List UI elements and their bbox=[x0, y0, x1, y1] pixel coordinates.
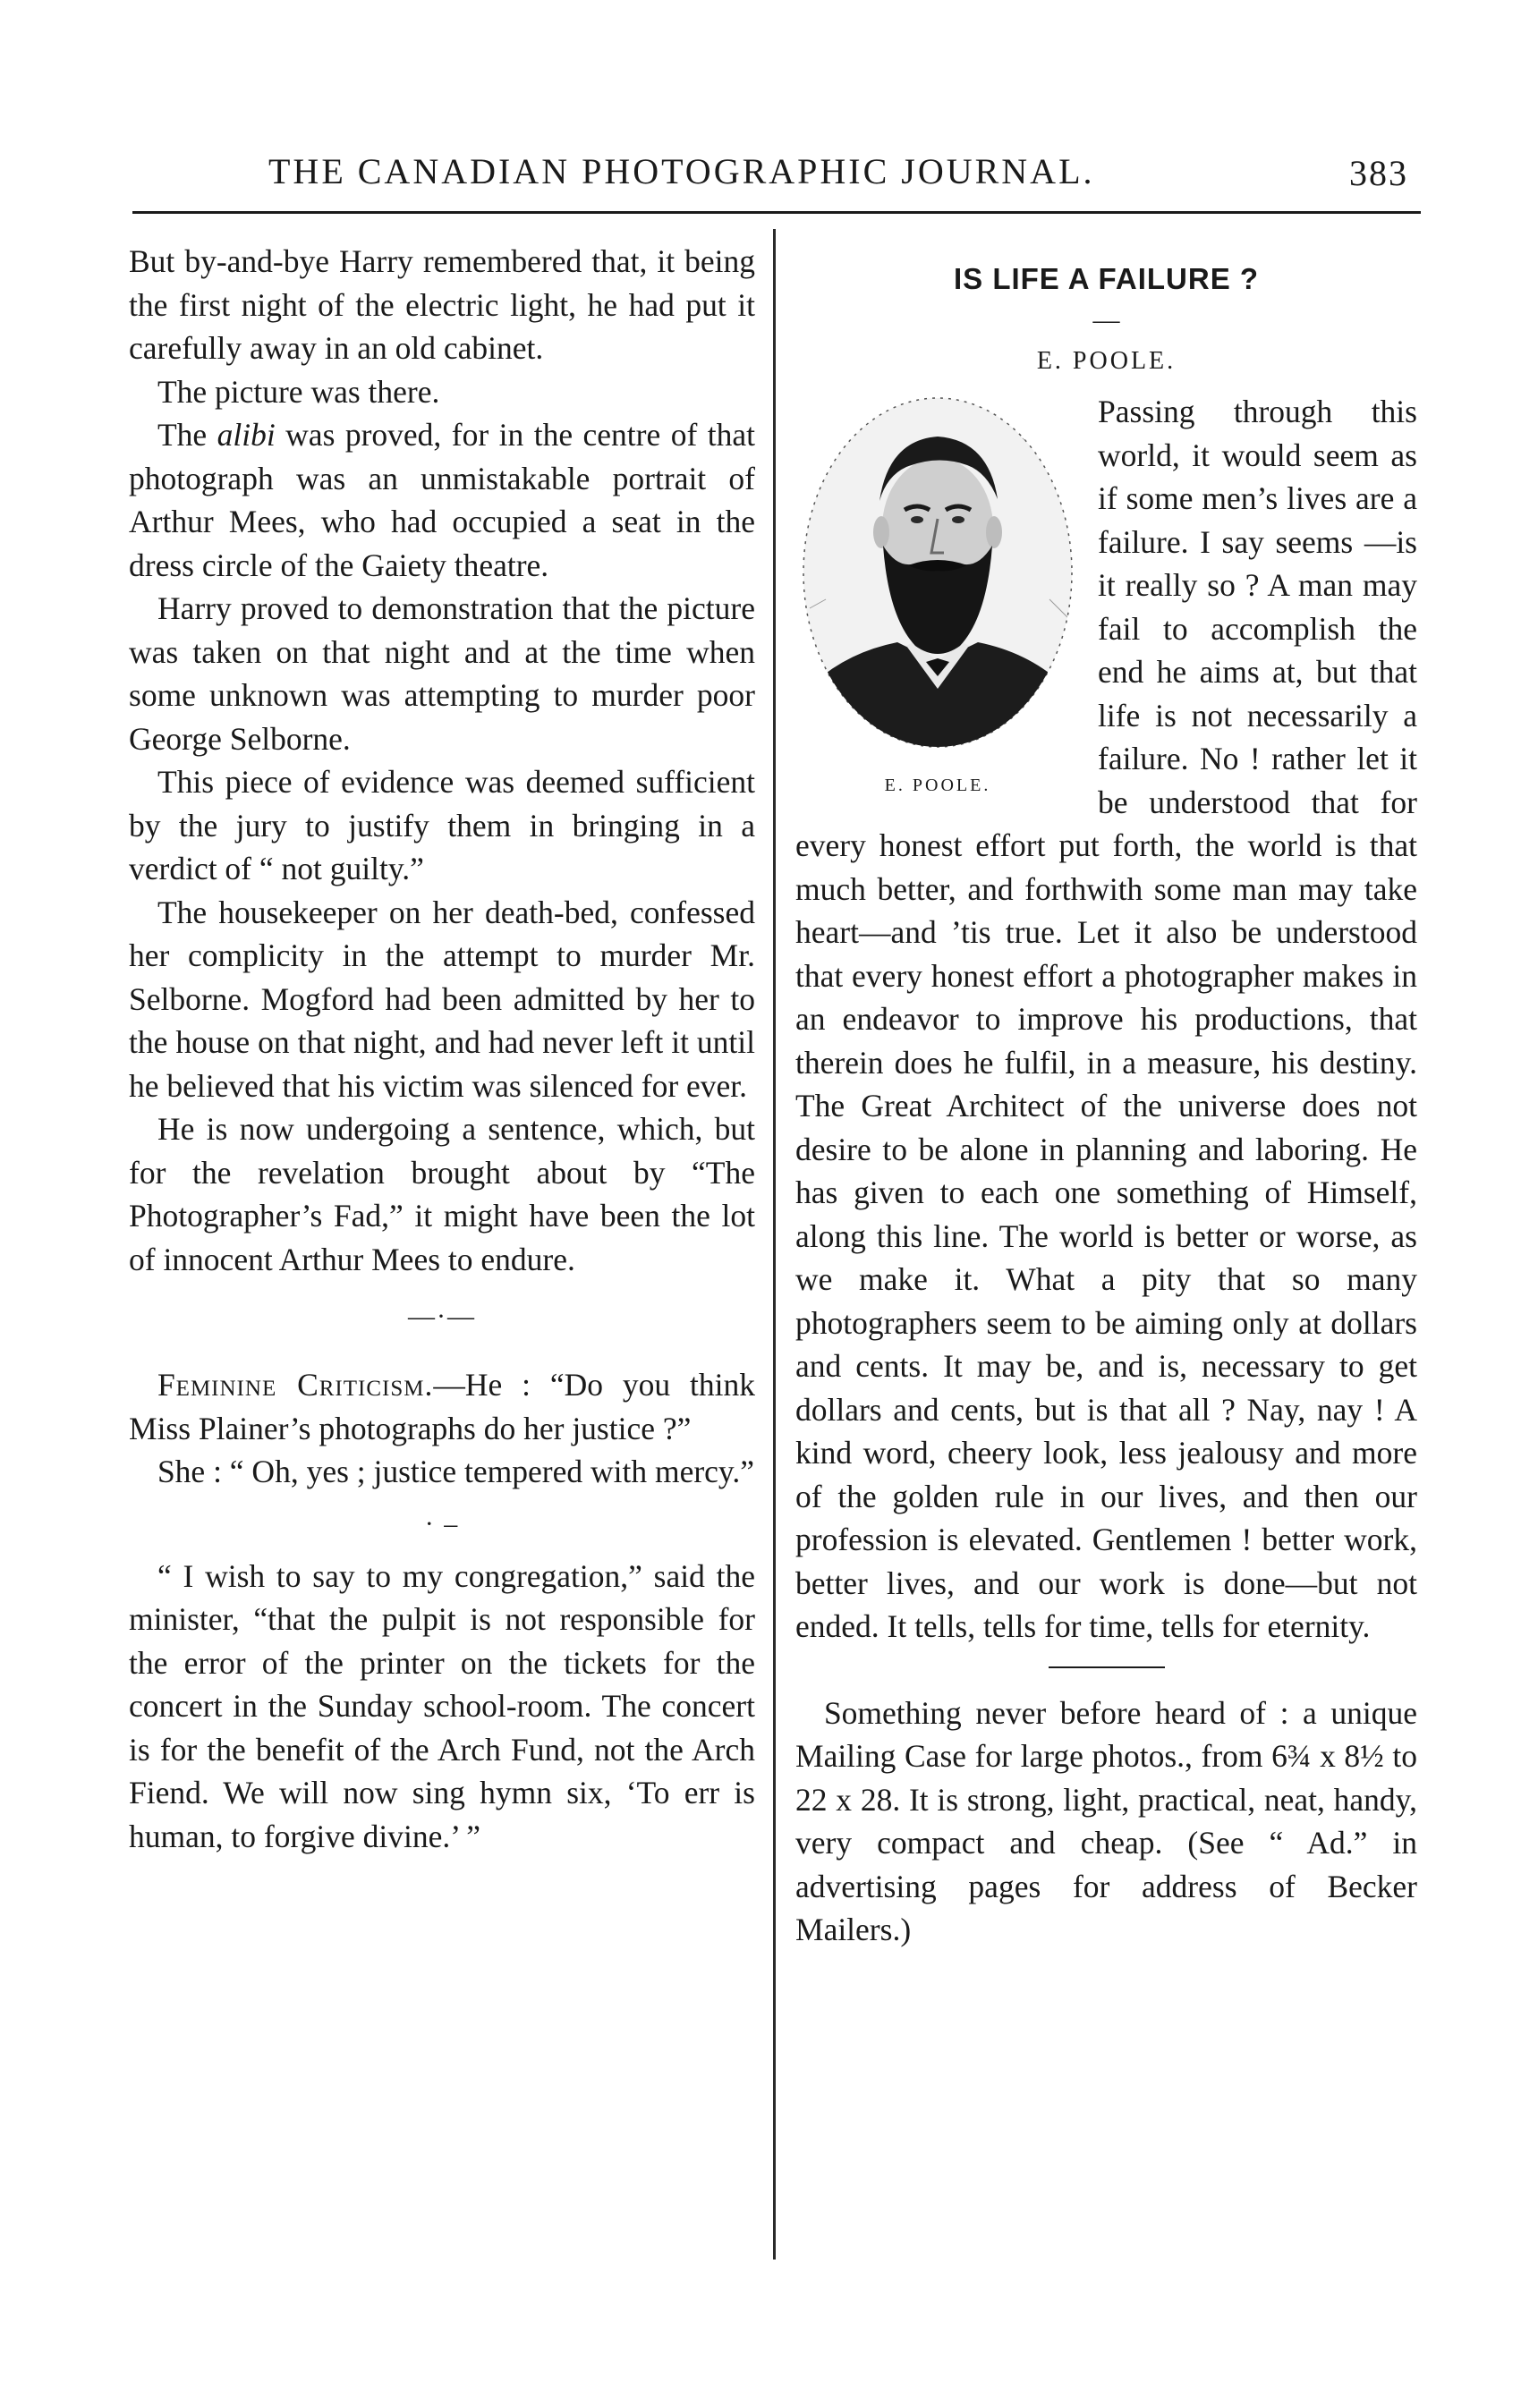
page-number: 383 bbox=[1349, 153, 1408, 193]
header-rule bbox=[132, 211, 1421, 214]
portrait-engraving-icon bbox=[790, 394, 1085, 760]
article-title: IS LIFE A FAILURE ? bbox=[953, 262, 1260, 295]
story-paragraph: But by-and-bye Harry remembered that, it being the first night of the electric light, he had put it carefully away in an old cabinet. bbox=[129, 243, 755, 366]
section-separator: · – bbox=[424, 1508, 460, 1539]
column-divider bbox=[773, 229, 776, 2260]
feminine-criticism-text: —He : “Do you think Miss Plainer’s photographs do her justice ?” bbox=[129, 1367, 755, 1446]
right-column bbox=[795, 240, 1417, 1952]
article-body: Passing through this world, it would seem as if some men’s lives are a failure. I say seems —is it really so ? A man may fail to accomplish the end he aims at, but that life is not necessarily a failure. No ! rather let it be understood that for every honest effort put forth, the world is that much better, and forthwith some man may take heart—and ’tis true. Let it also be understood that every honest effort a photographer makes in an endeavor to improve his productions, that therein does he fulfil, in a measure, his destiny. The Great Architect of the universe does not desire to be alone in planning and laboring. He has given to each one something of Himself, along this line. The world is better or worse, as we make it. What a pity that so many photographers seem to be aiming only at dollars and cents. It may be, and is, necessary to get dollars and cents, but is that all ? Nay, nay ! A kind word, cheery look, less jealousy and more of the golden rule in our lives, and then our profession is elevated. Gentlemen ! better work, better lives, and our work is done—but not ended. It tells, tells for time, tells for eternity. bbox=[795, 394, 1417, 1644]
mailing-case-notice: Something never before heard of : a unique Mailing Case for large photos., from 6¾ x 8½ to 22 x 28. It is strong, light, practical, neat, handy, very compact and cheap. (See “ Ad.” in advertising pages for address of Becker Mailers.) bbox=[795, 1694, 1417, 1947]
story-paragraph bbox=[129, 413, 755, 587]
story-text: was proved, for in the centre of that photograph was an unmistakable portrait of Arthur Mees, who had occupied a seat in the dress circle of the Gaiety theatre. bbox=[129, 417, 755, 583]
story-paragraph: Harry proved to demonstration that the picture was taken on that night and at the time when some unknown was attempting to murder poor George Selborne. bbox=[129, 590, 755, 757]
minister-anecdote: “ I wish to say to my congregation,” said the minister, “that the pulpit is not responsible for the error of the printer on the tickets for the concert in the Sunday school-room. The concert is for the benefit of the Arch Fund, not the Arch Fiend. We will now sing hymn six, ‘To err is human, to forgive divine.’ ” bbox=[129, 1557, 755, 1854]
story-paragraph: The picture was there. bbox=[157, 373, 440, 410]
portrait-figure bbox=[790, 394, 1085, 795]
title-dash: — bbox=[1092, 305, 1120, 335]
alibi-italic: alibi bbox=[217, 417, 276, 453]
feminine-criticism-paragraph bbox=[129, 1363, 755, 1450]
running-head: THE CANADIAN PHOTOGRAPHIC JOURNAL. bbox=[268, 151, 1095, 191]
feminine-criticism-reply: She : “ Oh, yes ; justice tempered with mercy.” bbox=[157, 1454, 755, 1489]
story-paragraph: He is now undergoing a sentence, which, but for the revelation brought about by “The Photographer’s Fad,” it might have been the lot of innocent Arthur Mees to endure. bbox=[129, 1111, 755, 1277]
section-rule bbox=[1049, 1666, 1165, 1668]
story-text: The bbox=[157, 417, 217, 453]
left-column bbox=[129, 240, 755, 1858]
feminine-criticism-heading: Feminine Criticism. bbox=[157, 1367, 434, 1403]
story-paragraph: This piece of evidence was deemed sufficient by the jury to justify them in bringing in a verdict of “ not guilty.” bbox=[129, 764, 755, 886]
section-separator: —·— bbox=[408, 1302, 476, 1331]
portrait-caption: E. POOLE. bbox=[884, 776, 991, 795]
article-byline: E. POOLE. bbox=[1036, 347, 1177, 375]
story-paragraph: The housekeeper on her death-bed, confessed her complicity in the attempt to murder Mr. Selborne. Mogford had been admitted by her to the house on that night, and had never left it until he believed that his victim was silenced for ever. bbox=[129, 894, 755, 1104]
